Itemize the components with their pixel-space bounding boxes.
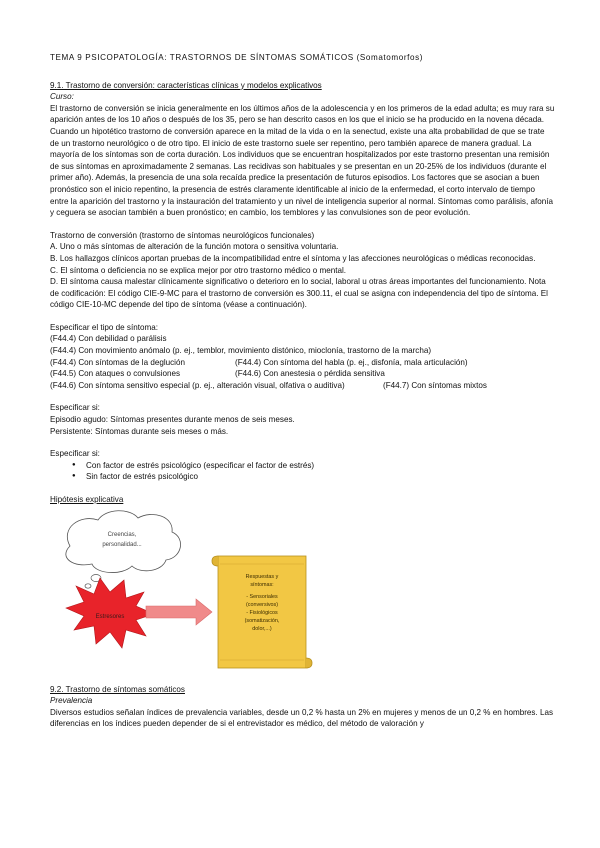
scroll-text: Respuestas y	[245, 573, 279, 580]
document-title: TEMA 9 PSICOPATOLOGÍA: TRASTORNOS DE SÍNTOMAS SOMÁTICOS (Somatomorfos)	[50, 53, 424, 62]
criterion-d: D. El síntoma causa malestar clínicamente significativo o deterioro en lo social, laboral u otras áreas importantes del funcionamiento. Nota de codificación: El código CIE-9-MC para el trastorno de conversión es 300.11, el cual se asigna con independencia del tipo de síntoma. El código CIE-10-MC depende del tipo de síntoma (véase a continuación).	[50, 277, 548, 310]
diagram-canvas	[50, 506, 555, 684]
prevalencia-label: Prevalencia	[50, 696, 93, 706]
tipo-cell: (F44.4) Con síntoma del habla (p. ej., disfonía, mala articulación)	[235, 357, 468, 367]
tipo-row	[50, 357, 555, 369]
curso-label: Curso:	[50, 92, 74, 102]
tipo-row	[50, 368, 555, 380]
section-2-heading: 9.2. Trastorno de síntomas somáticos	[50, 684, 185, 694]
burst-text: Estresores	[95, 613, 125, 620]
stressor-burst	[66, 578, 154, 648]
estres-item: ● Sin factor de estrés psicológico	[72, 471, 555, 483]
criteria-title: Trastorno de conversión (trastorno de síntomas neurológicos funcionales)	[50, 230, 315, 240]
tipo-cell: (F44.6) Con anestesia o pérdida sensitiva	[235, 369, 385, 379]
scroll-text: dolor,...)	[252, 625, 272, 632]
prevalencia-paragraph: Diversos estudios señalan índices de prevalencia variables, desde un 0,2 % hasta un 2% en mujeres y menos de un 0,2 % en hombres. Las diferencias en los índices pueden depender de si el entrevistador es médico, del método de valoración y	[50, 707, 554, 729]
curso-paragraph: El trastorno de conversión se inicia generalmente en los últimos años de la adolescencia y en los primeros de la edad adulta; es muy rara su aparición antes de los 10 años o después de los 35, pero se han descrito casos en los que el inicio se ha producido en la novena década. Cuando un hipotético trastorno de conversión aparece en la mitad de la vida o en la senectud, existe una alta probabilidad de que se trate de un trastorno neurológico o de otro tipo. El inicio de este trastorno suele ser repentino, pero también aparece de manera gradual. La mayoría de los síntomas son de corta duración. Los individuos que se encuentran hospitalizados por este trastorno presentan una remisión de sus síntomas en aproximadamente 2 semanas. Las recidivas son habituales y se presentan en un 20-25% de los individuos (durante el primer año). Además, la presencia de una sola recaída predice la presentación de futuros episodios. Los factores que se asocian a buen pronóstico son el inicio repentino, la presencia de estrés claramente identificable al inicio de la enfermedad, el corto intervalo de tiempo entre la aparición del trastorno y la instauración del tratamiento y un nivel de inteligencia superior al normal. Síntomas como parálisis, afonía y ceguera se asocian también a buen pronóstico; en cambio, los temblores y las convulsiones son de peor evolución.	[50, 103, 555, 218]
estres-item: ● Con factor de estrés psicológico (especificar el factor de estrés)	[72, 460, 555, 472]
cloud-text: Creencias,	[107, 531, 137, 538]
scroll-text: - Sensoriales	[246, 593, 278, 600]
duracion-item: Persistente: Síntomas durante seis meses o más.	[50, 426, 229, 436]
scroll-text: - Fisiológicos	[246, 609, 278, 616]
section-1-heading: 9.1. Trastorno de conversión: características clínicas y modelos explicativos	[50, 80, 322, 90]
arrow-shape	[146, 599, 212, 625]
scroll-text: (conversivos)	[245, 601, 279, 608]
tipo-cell: (F44.5) Con ataques o convulsiones	[50, 369, 181, 379]
hipotesis-heading: Hipótesis explicativa	[50, 495, 124, 504]
tipo-label: Especificar el tipo de síntoma:	[50, 322, 158, 332]
document-page	[50, 52, 555, 730]
tipo-cell: (F44.7) Con síntomas mixtos	[383, 380, 487, 390]
hypothesis-diagram	[50, 506, 555, 684]
tipo-line: (F44.4) Con movimiento anómalo (p. ej., temblor, movimiento distónico, mioclonía, trastorno de la marcha)	[50, 346, 432, 356]
scroll-text: síntomas:	[250, 581, 274, 588]
duracion-item: Episodio agudo: Síntomas presentes durante menos de seis meses.	[50, 415, 295, 425]
criterion-a: A. Uno o más síntomas de alteración de la función motora o sensitiva voluntaria.	[50, 242, 339, 252]
estres-label: Especificar si:	[50, 449, 100, 459]
criterion-b: B. Los hallazgos clínicos aportan pruebas de la incompatibilidad entre el síntoma y las afecciones neurológicas o médicas reconocidas.	[50, 253, 536, 263]
cloud-shape	[66, 510, 181, 587]
tipo-row	[50, 380, 555, 392]
estres-list	[50, 460, 555, 483]
duracion-label: Especificar si:	[50, 403, 100, 413]
scroll-text: (somatización,	[244, 617, 280, 624]
tipo-line: (F44.4) Con debilidad o parálisis	[50, 334, 167, 344]
tipo-cell: (F44.6) Con síntoma sensitivo especial (p. ej., alteración visual, olfativa o auditiva)	[50, 380, 345, 390]
cloud-text: personalidad...	[102, 541, 142, 548]
tipo-cell: (F44.4) Con síntomas de la deglución	[50, 357, 185, 367]
criterion-c: C. El síntoma o deficiencia no se explica mejor por otro trastorno médico o mental.	[50, 265, 347, 275]
